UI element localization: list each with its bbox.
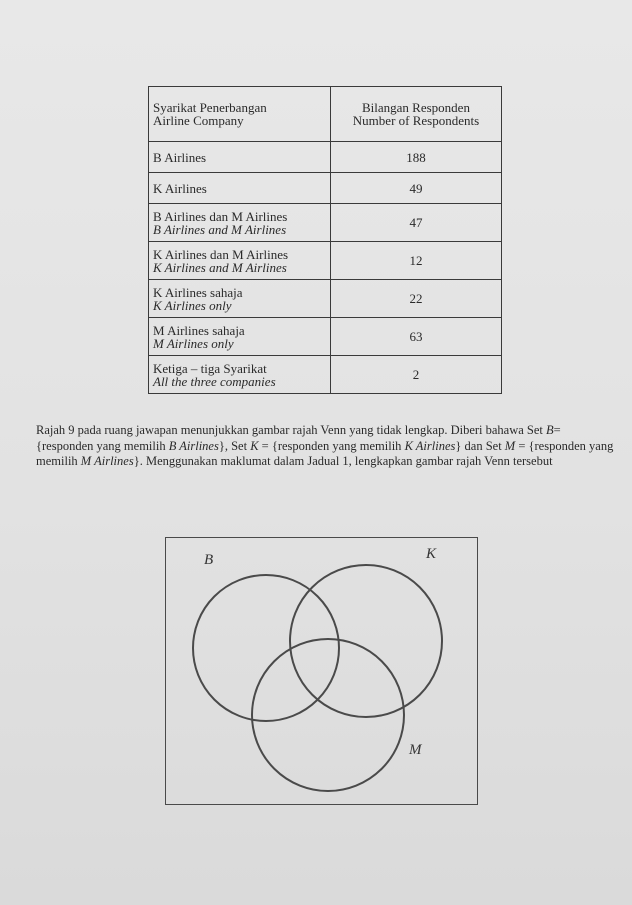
row-company-en: K Airlines only	[153, 297, 232, 313]
row-company	[149, 280, 331, 318]
row-value: 47	[330, 204, 501, 242]
paragraph-text: Rajah 9 pada ruang jawapan menunjukkan gambar rajah Venn yang tidak lengkap. Diberi bahawa Set	[36, 423, 547, 437]
row-company-en: All the three companies	[153, 373, 276, 389]
row-company-ms: K Airlines dan M Airlines	[153, 246, 289, 262]
set-m-symbol: M	[504, 438, 516, 453]
row-company-ms: B Airlines dan M Airlines	[153, 208, 288, 224]
row-company	[149, 356, 331, 394]
label-set-m: M	[409, 742, 422, 758]
table-header-row	[149, 87, 502, 142]
row-company-ms: K Airlines sahaja	[153, 284, 243, 300]
row-value: 63	[330, 318, 501, 356]
paragraph-text: }. Menggunakan maklumat dalam Jadual 1, lengkapkan gambar rajah Venn tersebut	[133, 454, 553, 468]
table-row	[149, 242, 502, 280]
b-airlines-term: B Airlines	[168, 438, 219, 453]
header-count-en: Number of Respondents	[352, 113, 480, 128]
header-company-ms: Syarikat Penerbangan	[153, 100, 267, 115]
header-company-en: Airline Company	[153, 113, 244, 128]
label-set-b: B	[204, 552, 214, 568]
m-airlines-term: M Airlines	[80, 454, 134, 468]
paragraph-text: = {responden yang memilih	[258, 438, 405, 453]
row-company-en: K Airlines and M Airlines	[153, 259, 287, 275]
table-row	[149, 142, 502, 173]
header-count	[330, 87, 501, 142]
table-row	[149, 318, 502, 356]
row-value: 22	[330, 280, 501, 318]
paragraph-text: }, Set	[218, 438, 251, 453]
row-company-ms: Ketiga – tiga Syarikat	[153, 360, 267, 376]
label-set-k: K	[426, 546, 437, 562]
row-company	[149, 242, 331, 280]
paragraph-text: = {responden yang memilih	[36, 438, 614, 468]
row-company: B Airlines	[149, 142, 331, 173]
header-count-ms: Bilangan Responden	[362, 100, 470, 115]
header-company	[149, 87, 331, 142]
row-value: 188	[330, 142, 501, 173]
row-value: 12	[330, 242, 501, 280]
table-row	[149, 280, 502, 318]
respondents-table	[148, 86, 502, 394]
row-company-en: M Airlines only	[153, 335, 234, 351]
paragraph-text: = {responden yang memilih	[36, 423, 561, 453]
set-k-symbol: K	[250, 438, 259, 453]
row-company	[149, 318, 331, 356]
row-company	[149, 204, 331, 242]
row-company-ms: M Airlines sahaja	[153, 322, 245, 338]
row-value: 2	[330, 356, 501, 394]
row-value: 49	[330, 173, 501, 204]
table-row	[149, 356, 502, 394]
table-row	[149, 173, 502, 204]
venn-diagram	[165, 537, 478, 805]
row-company-en: B Airlines and M Airlines	[153, 221, 287, 237]
row-company: K Airlines	[149, 173, 331, 204]
table-row	[149, 204, 502, 242]
paragraph-text: } dan Set	[455, 438, 505, 453]
set-b-symbol: B	[546, 423, 554, 437]
question-paragraph	[36, 423, 616, 470]
venn-svg	[166, 538, 479, 806]
k-airlines-term: K Airlines	[404, 438, 456, 453]
